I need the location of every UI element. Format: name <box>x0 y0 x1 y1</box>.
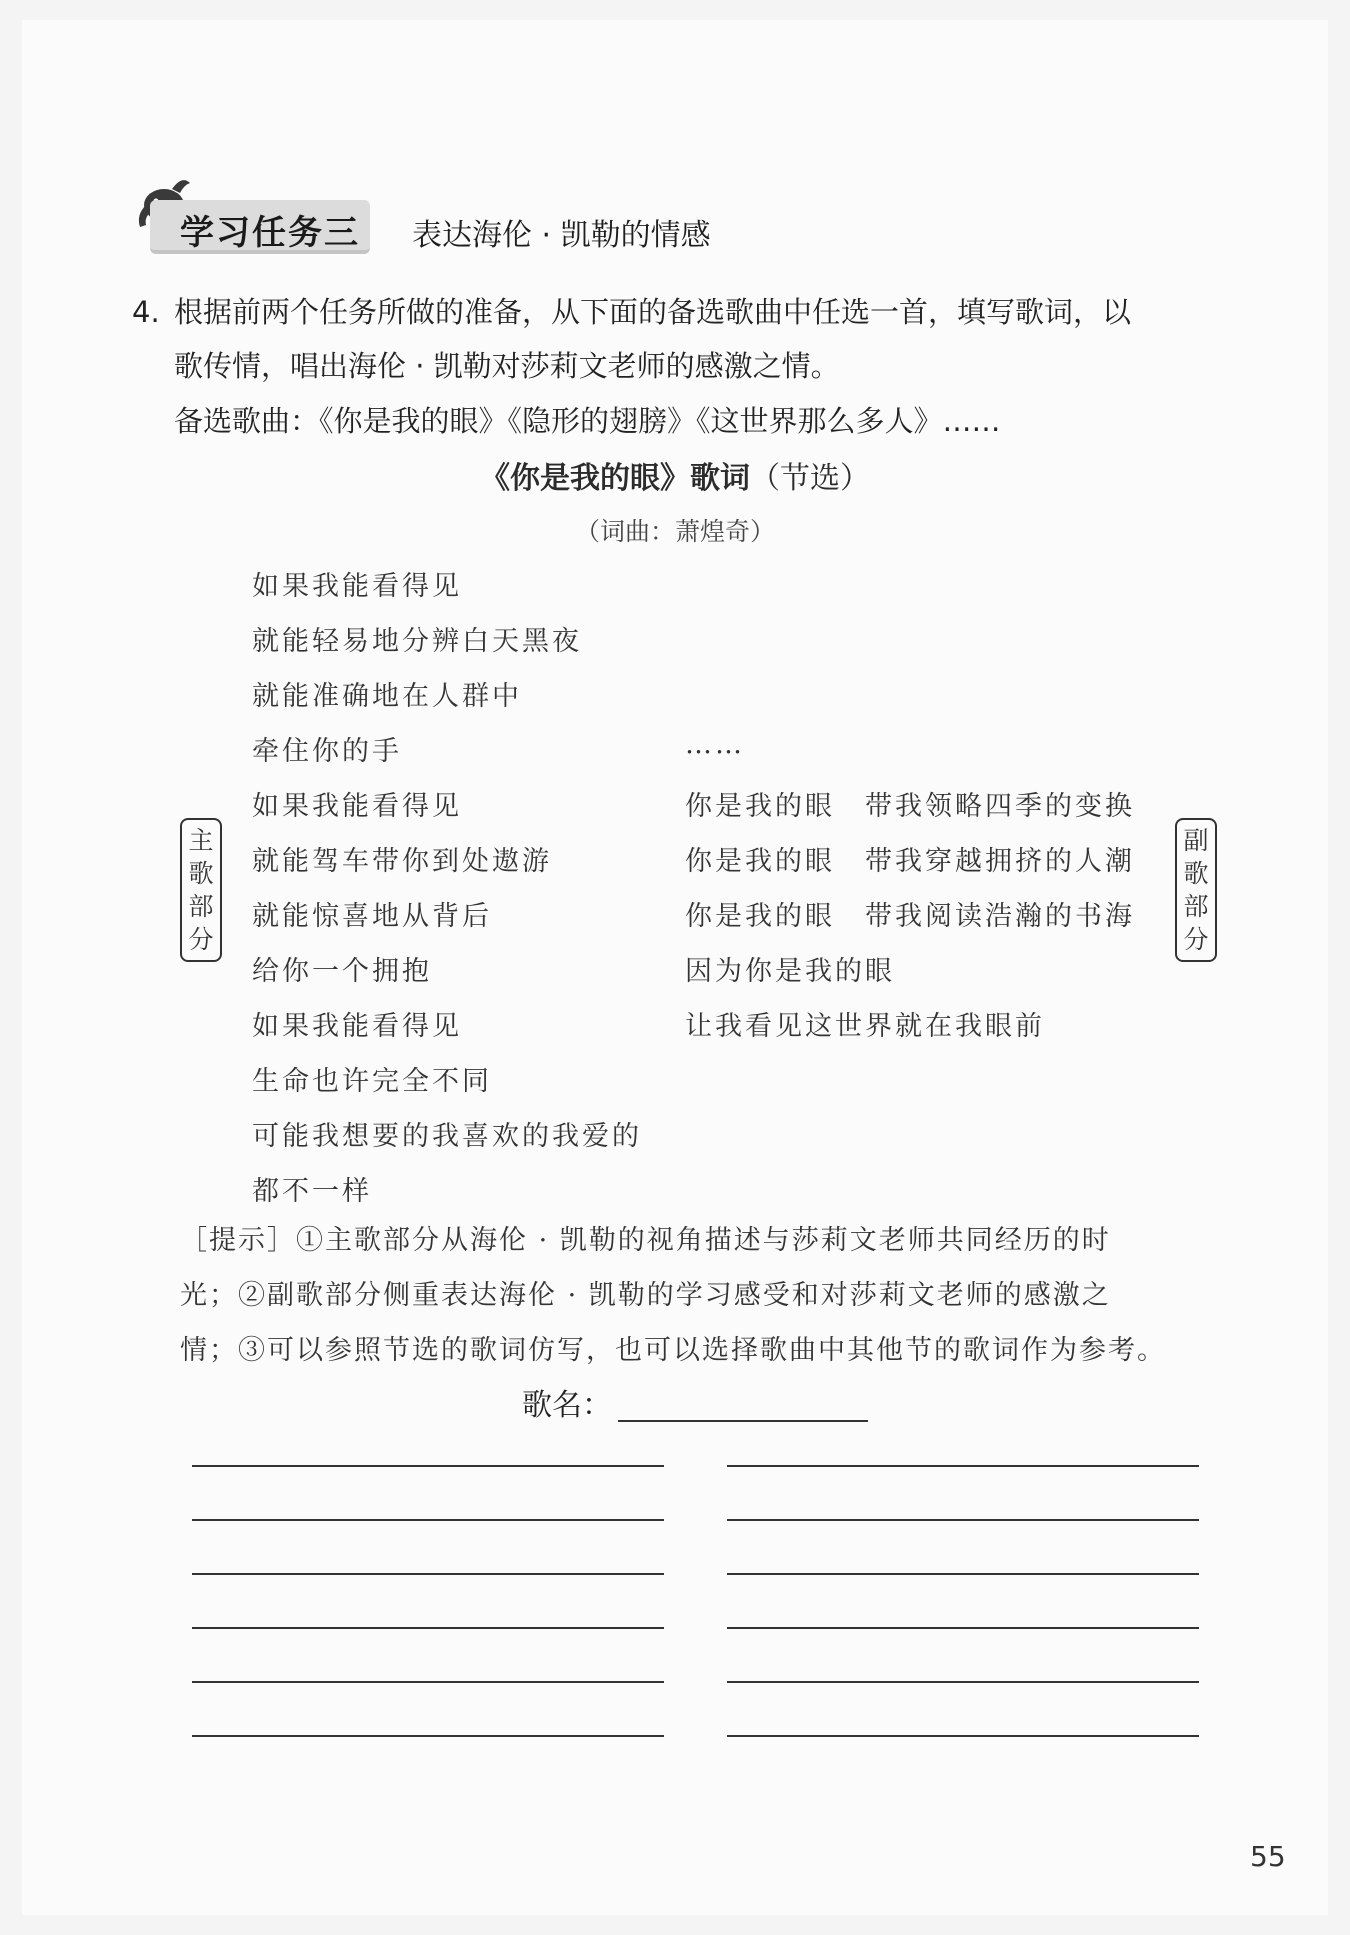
question-line-1: 根据前两个任务所做的准备，从下面的备选歌曲中任选一首，填写歌词，以 <box>174 295 1132 329</box>
chorus-label <box>1175 818 1217 962</box>
chorus-label-char: 部 <box>1183 892 1209 921</box>
answer-line[interactable] <box>727 1627 1199 1629</box>
verse-line: 如果我能看得见 <box>252 1011 462 1042</box>
chorus-label-char: 副 <box>1183 826 1209 855</box>
verse-label <box>180 818 222 962</box>
answer-line[interactable] <box>192 1465 664 1467</box>
verse-line: 牵住你的手 <box>252 736 402 767</box>
chorus-line: …… <box>685 729 745 760</box>
answer-line[interactable] <box>727 1573 1199 1575</box>
chorus-label-char: 歌 <box>1183 859 1209 888</box>
question-line-2: 歌传情，唱出海伦 · 凯勒对莎莉文老师的感激之情。 <box>174 349 840 383</box>
verse-line: 可能我想要的我喜欢的我爱的 <box>252 1121 642 1152</box>
verse-line: 如果我能看得见 <box>252 571 462 602</box>
song-credit: （词曲：萧煌奇） <box>574 517 775 546</box>
task-label: 学习任务三 <box>180 213 360 253</box>
song-name-label: 歌名： <box>522 1388 612 1423</box>
verse-line: 生命也许完全不同 <box>252 1066 492 1097</box>
verse-line: 给你一个拥抱 <box>252 956 432 987</box>
chorus-line: 让我看见这世界就在我眼前 <box>685 1011 1045 1042</box>
song-title <box>0 453 1350 497</box>
chorus-label-char: 分 <box>1183 925 1209 954</box>
verse-label-char: 歌 <box>188 859 214 888</box>
answer-line[interactable] <box>192 1735 664 1737</box>
hint-line-1: ［提示］①主歌部分从海伦 · 凯勒的视角描述与莎莉文老师共同经历的时 <box>180 1225 1111 1256</box>
page-number: 55 <box>1250 1840 1286 1873</box>
answer-line[interactable] <box>727 1519 1199 1521</box>
verse-line: 如果我能看得见 <box>252 791 462 822</box>
chorus-line: 你是我的眼 带我领略四季的变换 <box>685 791 1135 822</box>
answer-line[interactable] <box>727 1735 1199 1737</box>
chorus-line: 你是我的眼 带我阅读浩瀚的书海 <box>685 901 1135 932</box>
answer-line[interactable] <box>192 1519 664 1521</box>
song-name-input-line[interactable] <box>618 1420 868 1422</box>
verse-line: 就能惊喜地从背后 <box>252 901 492 932</box>
song-options: 备选歌曲：《你是我的眼》《隐形的翅膀》《这世界那么多人》…… <box>174 404 1001 438</box>
verse-line: 都不一样 <box>252 1176 372 1207</box>
answer-line[interactable] <box>727 1681 1199 1683</box>
verse-line: 就能准确地在人群中 <box>252 681 522 712</box>
chorus-line: 因为你是我的眼 <box>685 956 895 987</box>
hint-line-2: 光；②副歌部分侧重表达海伦 · 凯勒的学习感受和对莎莉文老师的感激之 <box>180 1280 1111 1311</box>
question-number: 4. <box>132 295 160 329</box>
answer-line[interactable] <box>192 1627 664 1629</box>
verse-line: 就能驾车带你到处遨游 <box>252 846 552 877</box>
answer-line[interactable] <box>192 1681 664 1683</box>
verse-label-char: 分 <box>188 925 214 954</box>
task-title: 表达海伦 · 凯勒的情感 <box>412 218 711 253</box>
chorus-line: 你是我的眼 带我穿越拥挤的人潮 <box>685 846 1135 877</box>
answer-line[interactable] <box>192 1573 664 1575</box>
verse-label-char: 部 <box>188 892 214 921</box>
song-title-main: 《你是我的眼》歌词 <box>480 461 750 496</box>
song-title-suffix: （节选） <box>750 461 870 496</box>
answer-line[interactable] <box>727 1465 1199 1467</box>
hint-line-3: 情；③可以参照节选的歌词仿写，也可以选择歌曲中其他节的歌词作为参考。 <box>180 1335 1166 1366</box>
verse-label-char: 主 <box>188 826 214 855</box>
verse-line: 就能轻易地分辨白天黑夜 <box>252 626 582 657</box>
